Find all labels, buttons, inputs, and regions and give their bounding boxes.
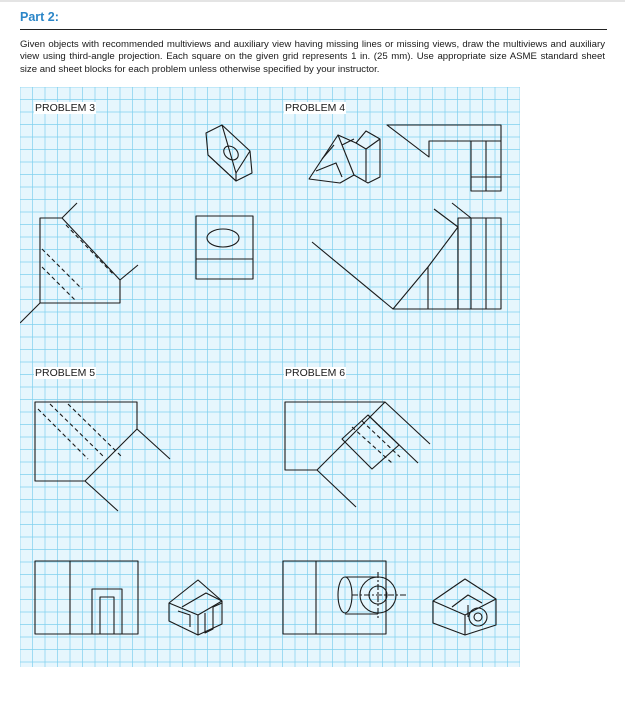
grid-sheet xyxy=(20,87,520,667)
part-title: Part 2: xyxy=(20,10,59,24)
top-divider xyxy=(0,0,625,2)
problem-3-label: PROBLEM 3 xyxy=(35,102,96,114)
problem-4-label: PROBLEM 4 xyxy=(285,102,346,114)
problem-5-label: PROBLEM 5 xyxy=(35,367,96,379)
problem-6-label: PROBLEM 6 xyxy=(285,367,346,379)
instructions-text: Given objects with recommended multiviews and auxiliary view having missing lines or missing views, draw the multiviews and auxiliary view using third-angle projection. Each square on the given grid represents 1 in. (25 mm). Use appropriate size ASME standard sheet size and sheet blocks for each problem unless otherwise specified by your instructor. xyxy=(20,39,605,75)
title-rule xyxy=(20,29,607,30)
